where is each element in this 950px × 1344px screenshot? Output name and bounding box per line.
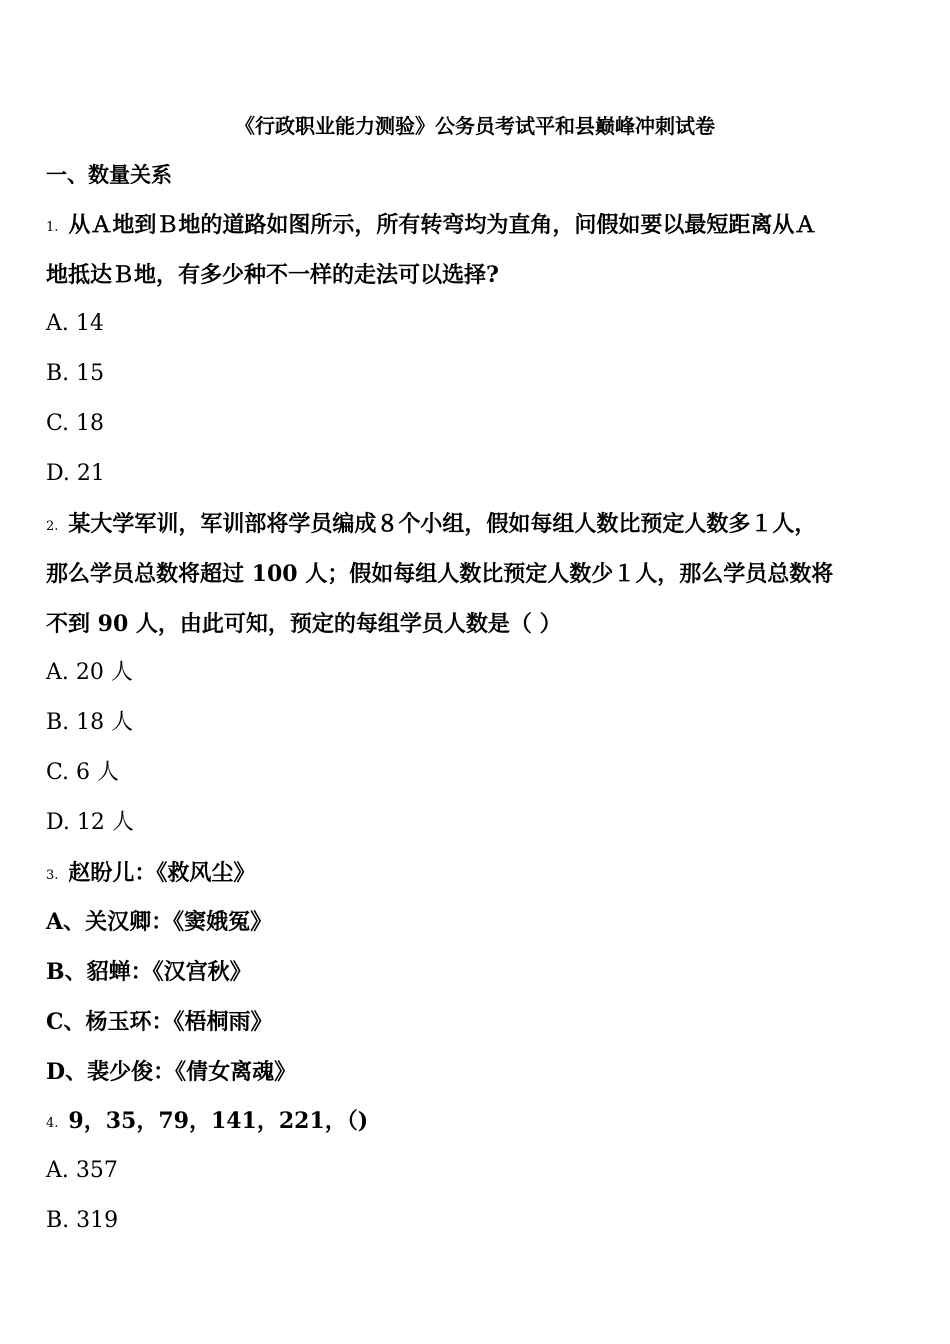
- question-number: 2.: [46, 519, 59, 534]
- question-2-line-2: 那么学员总数将超过 100 人；假如每组人数比预定人数少１人，那么学员总数将: [46, 561, 834, 587]
- question-number: 4.: [46, 1116, 59, 1131]
- question-1-option-b: B. 15: [46, 361, 105, 386]
- question-number: 3.: [46, 868, 59, 883]
- question-1-line-1: 1. 从Ａ地到Ｂ地的道路如图所示，所有转弯均为直角，问假如要以最短距离从Ａ: [46, 212, 817, 238]
- question-3-option-d: D、裴少俊：《倩女离魂》: [46, 1059, 297, 1085]
- question-4-line-1: 4. 9，35，79，141，221，（): [46, 1108, 369, 1134]
- question-1-line-2: 地抵达Ｂ地，有多少种不一样的走法可以选择?: [46, 262, 499, 288]
- question-2-line-1: 2. 某大学军训，军训部将学员编成８个小组，假如每组人数比预定人数多１人，: [46, 511, 817, 537]
- question-2-option-d: D. 12 人: [46, 810, 134, 835]
- question-number: 1.: [46, 220, 59, 235]
- question-3-line-1: 3. 赵盼儿：《救风尘》: [46, 860, 256, 886]
- question-3-option-c: C、杨玉环：《梧桐雨》: [46, 1009, 273, 1035]
- question-1-option-a: A. 14: [46, 311, 104, 336]
- question-3-option-b: B、貂蝉：《汉宫秋》: [46, 959, 252, 985]
- question-3-option-a: A、关汉卿：《窦娥冤》: [46, 909, 273, 935]
- document-title: 《行政职业能力测验》公务员考试平和县巅峰冲刺试卷: [235, 114, 715, 138]
- section-heading: 一、数量关系: [46, 163, 172, 187]
- question-4-option-b: B. 319: [46, 1208, 119, 1233]
- question-2-line-3: 不到 90 人，由此可知，预定的每组学员人数是（ ）: [46, 611, 562, 637]
- question-4-option-a: A. 357: [46, 1158, 118, 1183]
- question-2-option-b: B. 18 人: [46, 710, 134, 735]
- question-1-option-d: D. 21: [46, 461, 105, 486]
- question-2-option-c: C. 6 人: [46, 760, 120, 785]
- question-2-option-a: A. 20 人: [46, 660, 133, 685]
- question-1-option-c: C. 18: [46, 411, 105, 436]
